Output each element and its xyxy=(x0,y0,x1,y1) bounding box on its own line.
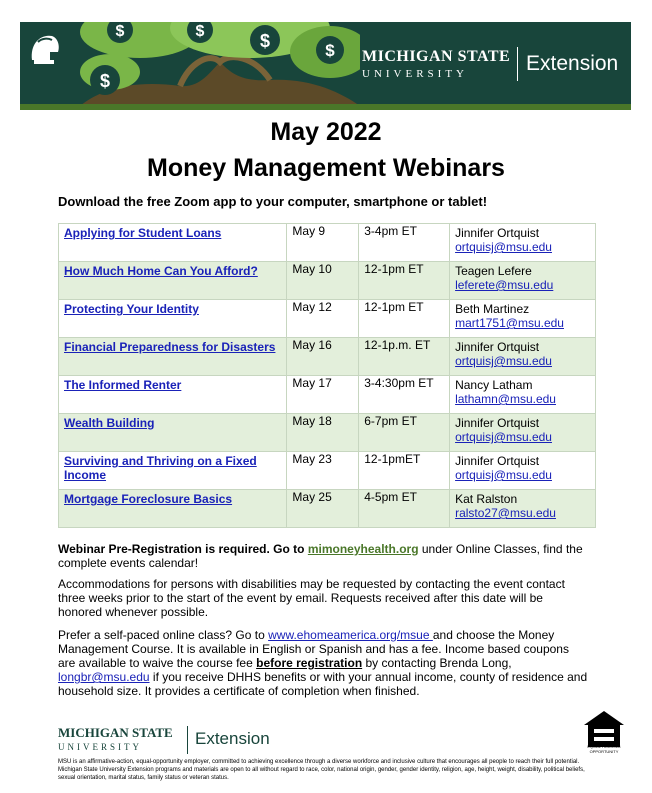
class-title-cell xyxy=(59,414,287,452)
webinar-schedule-table xyxy=(58,223,596,528)
self-paced-note xyxy=(58,628,588,698)
class-title-link[interactable]: How Much Home Can You Afford? xyxy=(64,264,258,278)
class-date-cell xyxy=(287,338,359,376)
class-time: 4-5pm ET xyxy=(364,490,417,504)
table-row xyxy=(59,414,596,452)
class-time-cell xyxy=(359,300,450,338)
class-contact-cell xyxy=(450,300,596,338)
accommodations-note: Accommodations for persons with disabilities may be requested by contacting the event contact three weeks prior to the start of the event by email. Requests received after this date will be honored whenever possible. xyxy=(58,577,565,619)
class-title-link[interactable]: Applying for Student Loans xyxy=(64,226,222,240)
class-contact-cell xyxy=(450,452,596,490)
class-time: 12-1pm ET xyxy=(364,262,424,276)
presenter-email-link[interactable]: ortquisj@msu.edu xyxy=(455,468,552,482)
class-title-cell xyxy=(59,490,287,528)
svg-text:$: $ xyxy=(195,23,205,40)
self-paced-text-4: if you receive DHHS benefits or with your annual income, county of residence and household size. It provides a certificate of completion when finished. xyxy=(58,670,588,698)
before-registration-text: before registration xyxy=(256,656,363,670)
class-time: 3-4:30pm ET xyxy=(364,376,434,390)
class-date-cell xyxy=(287,414,359,452)
class-title-cell xyxy=(59,376,287,414)
class-title-link[interactable]: Protecting Your Identity xyxy=(64,302,199,316)
footer-divider xyxy=(187,726,188,754)
class-title-cell xyxy=(59,338,287,376)
zoom-instruction: Download the free Zoom app to your computer, smartphone or tablet! xyxy=(58,194,488,209)
class-title-cell xyxy=(59,452,287,490)
class-contact-cell xyxy=(450,414,596,452)
table-row xyxy=(59,262,596,300)
class-date: May 17 xyxy=(292,376,332,390)
presenter-email-link[interactable]: leferete@msu.edu xyxy=(455,278,554,292)
ehomeamerica-link[interactable]: www.ehomeamerica.org/msue xyxy=(268,628,433,642)
equal-opportunity-disclaimer: MSU is an affirmative-action, equal-opportunity employer, committed to achieving excellence through a diverse workforce and inclusive culture that encourages all people to reach their full potential. Michigan State University Extension programs and materials are open to all without regard to race, color, national origin, gender, gender identity, religion, age, height, weight, disability, political beliefs, sexual orientation, marital status, family status or veteran status. xyxy=(58,759,585,781)
banner-extension-label: Extension xyxy=(526,52,619,75)
class-date: May 16 xyxy=(292,338,332,352)
footer-extension-label: Extension xyxy=(195,729,270,748)
banner-university-sub: UNIVERSITY xyxy=(362,68,468,80)
class-contact-cell xyxy=(450,376,596,414)
class-time-cell xyxy=(359,224,450,262)
class-time: 3-4pm ET xyxy=(364,224,417,238)
presenter-email-link[interactable]: ralsto27@msu.edu xyxy=(455,506,556,520)
money-tree-illustration xyxy=(80,22,360,106)
table-row xyxy=(59,300,596,338)
svg-text:$: $ xyxy=(325,41,335,60)
longbr-email-link[interactable]: longbr@msu.edu xyxy=(58,670,150,684)
class-time: 12-1p.m. ET xyxy=(364,338,431,352)
class-contact-cell xyxy=(450,490,596,528)
footer-university-sub: UNIVERSITY xyxy=(58,742,142,752)
class-date-cell xyxy=(287,262,359,300)
banner-divider xyxy=(517,47,518,81)
class-title-link[interactable]: Wealth Building xyxy=(64,416,155,430)
class-date-cell xyxy=(287,376,359,414)
class-contact-cell xyxy=(450,224,596,262)
presenter-name: Jinnifer Ortquist xyxy=(455,454,540,468)
class-time-cell xyxy=(359,262,450,300)
class-date: May 25 xyxy=(292,490,332,504)
page-title-series: Money Management Webinars xyxy=(147,154,505,182)
class-time-cell xyxy=(359,452,450,490)
class-date: May 23 xyxy=(292,452,332,466)
equal-housing-label: EQUAL HOUSING OPPORTUNITY xyxy=(587,744,621,754)
class-date-cell xyxy=(287,452,359,490)
class-time: 12-1pm ET xyxy=(364,300,424,314)
class-date-cell xyxy=(287,490,359,528)
class-date: May 18 xyxy=(292,414,332,428)
class-date: May 12 xyxy=(292,300,332,314)
self-paced-text-2: and choose the Money Management Course. It is available in English or Spanish and has a fee. Income based coupons are available to waive the course fee xyxy=(58,628,569,670)
table-row xyxy=(59,376,596,414)
presenter-name: Kat Ralston xyxy=(455,492,518,506)
presenter-name: Jinnifer Ortquist xyxy=(455,416,540,430)
self-paced-text-3: by contacting Brenda Long, xyxy=(362,656,512,670)
class-time: 12-1pmET xyxy=(364,452,421,466)
class-title-cell xyxy=(59,224,287,262)
banner-accent-stripe xyxy=(20,104,631,110)
spartan-helmet-logo xyxy=(28,30,62,70)
presenter-email-link[interactable]: mart1751@msu.edu xyxy=(455,316,564,330)
presenter-name: Nancy Latham xyxy=(455,378,533,392)
footer-university-name: MICHIGAN STATE xyxy=(58,725,173,740)
svg-text:$: $ xyxy=(99,71,111,91)
class-time-cell xyxy=(359,376,450,414)
presenter-name: Teagen Lefere xyxy=(455,264,532,278)
class-title-link[interactable]: Surviving and Thriving on a Fixed Income xyxy=(64,454,257,482)
registration-note xyxy=(58,542,588,570)
presenter-email-link[interactable]: lathamn@msu.edu xyxy=(455,392,556,406)
self-paced-text-1: Prefer a self-paced online class? Go to xyxy=(58,628,269,642)
table-row xyxy=(59,224,596,262)
presenter-email-link[interactable]: ortquisj@msu.edu xyxy=(455,354,552,368)
class-time-cell xyxy=(359,414,450,452)
class-time-cell xyxy=(359,490,450,528)
registration-rest-text: under Online Classes, find the complete events calendar! xyxy=(58,542,583,570)
table-row xyxy=(59,338,596,376)
presenter-name: Jinnifer Ortquist xyxy=(455,340,540,354)
svg-text:$: $ xyxy=(115,23,125,40)
svg-text:$: $ xyxy=(259,31,271,51)
class-date: May 10 xyxy=(292,262,332,276)
page-title-month: May 2022 xyxy=(270,118,382,146)
presenter-name: Jinnifer Ortquist xyxy=(455,226,540,240)
class-date-cell xyxy=(287,224,359,262)
class-contact-cell xyxy=(450,262,596,300)
registration-required-text: Webinar Pre-Registration is required. Go to xyxy=(58,542,305,556)
class-title-link[interactable]: Financial Preparedness for Disasters xyxy=(64,340,276,354)
header-banner xyxy=(20,22,631,106)
table-row xyxy=(59,452,596,490)
class-date: May 9 xyxy=(292,224,326,238)
class-contact-cell xyxy=(450,338,596,376)
class-title-link[interactable]: Mortgage Foreclosure Basics xyxy=(64,492,233,506)
class-title-cell xyxy=(59,300,287,338)
class-time: 6-7pm ET xyxy=(364,414,417,428)
presenter-name: Beth Martinez xyxy=(455,302,530,316)
class-title-link[interactable]: The Informed Renter xyxy=(64,378,182,392)
presenter-email-link[interactable]: ortquisj@msu.edu xyxy=(455,240,552,254)
class-time-cell xyxy=(359,338,450,376)
class-date-cell xyxy=(287,300,359,338)
banner-university-name: MICHIGAN STATE xyxy=(362,48,511,65)
mimoneyhealth-link[interactable]: mimoneyhealth.org xyxy=(307,542,419,556)
presenter-email-link[interactable]: ortquisj@msu.edu xyxy=(455,430,552,444)
table-row xyxy=(59,490,596,528)
class-title-cell xyxy=(59,262,287,300)
